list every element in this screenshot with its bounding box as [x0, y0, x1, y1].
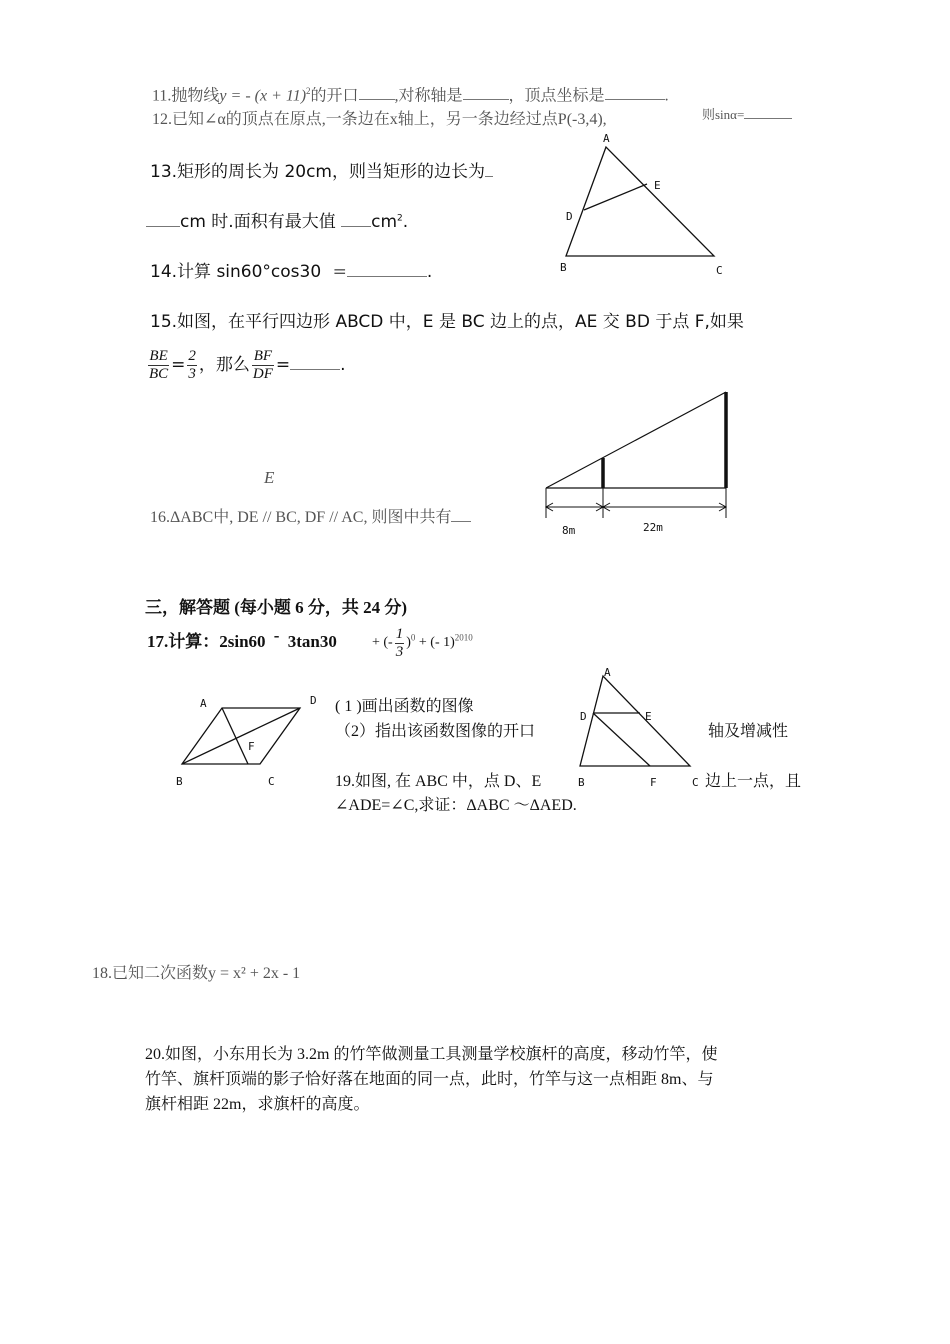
dim-label-22m: 22m	[643, 521, 663, 534]
q17-num: 1	[395, 626, 404, 642]
q15-f2-den: 3	[188, 365, 196, 382]
q17-close: )	[406, 635, 411, 651]
q17-text: 17.计算：2sin60	[147, 632, 266, 651]
trap-label-c: C	[692, 776, 699, 789]
q19-line1a: 19.如图, 在 ABC 中，点 D、E	[335, 773, 542, 790]
q12-tail: 则sinα=	[702, 107, 745, 122]
figure-triangle-def	[580, 676, 690, 766]
tri-label-e: E	[654, 179, 661, 192]
q15-end: .	[340, 355, 346, 375]
q14-equals: =	[332, 262, 347, 282]
segment-df	[593, 713, 650, 766]
dim-label-8m: 8m	[562, 524, 576, 537]
q17-minus: -	[273, 626, 280, 645]
q15-eq2: =	[275, 355, 291, 375]
para-label-d: D	[310, 694, 317, 707]
q16-stray-label: E	[264, 468, 275, 487]
q17-den: 3	[395, 643, 404, 660]
tri-label-d: D	[566, 210, 573, 223]
q17-plus1: + (-	[372, 635, 393, 651]
para-label-f: F	[248, 740, 255, 753]
q18-stem: 18.已知二次函数y = x² + 2x - 1	[92, 965, 301, 982]
diagonal-bd	[182, 708, 300, 764]
q15-eq1: =	[171, 355, 186, 375]
q15-line1-text: 15.如图，在平行四边形 ABCD 中，E 是 BC 边上的点，AE 交 BD 于点 F,如果	[150, 312, 744, 332]
q15-mid: ，那么	[198, 355, 250, 375]
q20-line3: 旗杆相距 22m，求旗杆的高度。	[145, 1096, 370, 1113]
q20-line1: 20.如图，小东用长为 3.2m 的竹竿做测量工具测量学校旗杆的高度，移动竹竿，使	[145, 1046, 718, 1063]
q15-f2-num: 2	[188, 348, 196, 364]
q11-text-axis: ,对称轴是	[394, 87, 463, 105]
trap-label-a: A	[604, 666, 611, 679]
section-3-title: 三，解答题 (每小题 6 分，共 24 分)	[145, 598, 408, 617]
q15-f3-num: BF	[253, 348, 273, 364]
q20-line2: 竹竿、旗杆顶端的影子恰好落在地面的同一点，此时，竹竿与这一点相距 8m、与	[145, 1071, 714, 1088]
trap-label-f: F	[650, 776, 657, 789]
trap-label-b: B	[578, 776, 585, 789]
tri-label-b: B	[560, 261, 567, 274]
para-label-c: C	[268, 775, 275, 788]
q19-line2: ∠ADE=∠C,求证：ΔABC ～ΔAED.	[335, 797, 577, 814]
q14-text: 14.计算 sin60°cos30	[150, 262, 322, 282]
q11-formula: y = - (x + 11)	[219, 87, 307, 105]
q17-tan-term: 3tan30	[287, 632, 337, 651]
q13-end: .	[402, 212, 409, 232]
q15-f1-num: BE	[149, 348, 168, 364]
segment-de	[584, 184, 647, 210]
q11-text-opening: 的开口	[310, 87, 359, 105]
q18-part2a: （2）指出该函数图像的开口	[335, 723, 536, 740]
q11-prefix: 11.抛物线	[152, 87, 220, 105]
q15-f1-den: BC	[149, 365, 169, 382]
q18-part2b: 轴及增减性	[708, 723, 789, 740]
q13-unit: cm	[371, 212, 398, 232]
question-14: 14.计算 sin60°cos30 = .	[150, 262, 433, 282]
q17-exp2010: 2010	[454, 632, 473, 643]
q13-line1-text: 13.矩形的周长为 20cm，则当矩形的边长为	[150, 162, 485, 182]
shadow-line	[546, 392, 726, 488]
figure-triangle-abc-de	[566, 147, 714, 256]
q15-f3-den: DF	[252, 365, 273, 382]
q18-part1: ( 1 )画出函数的图像	[335, 698, 474, 715]
q12-text: 12.已知∠α的顶点在原点,一条边在x轴上，另一条边经过点P(-3,4),	[152, 111, 607, 128]
trap-label-e: E	[645, 710, 652, 723]
para-label-a: A	[200, 697, 207, 710]
q11-exponent: 2	[306, 86, 311, 96]
para-label-b: B	[176, 775, 183, 788]
q13-line2-text: cm 时.面积有最大值	[180, 212, 336, 232]
q16-text: 16.ΔABC中, DE // BC, DF // AC, 则图中共有	[150, 509, 452, 526]
q17-plus2: + (- 1)	[418, 635, 455, 651]
q11-end: .	[664, 87, 669, 105]
triangle-abc	[566, 147, 714, 256]
figure-poles	[546, 392, 726, 518]
figure-parallelogram	[182, 708, 300, 764]
q11-text-vertex: ，顶点坐标是	[508, 87, 605, 105]
q19-line1b: 边上一点，且	[705, 773, 802, 790]
q13-unit-exp: 2	[397, 213, 403, 224]
tri-label-a: A	[603, 132, 610, 145]
segment-ae	[222, 708, 248, 764]
tri-label-c: C	[716, 264, 723, 277]
q17-exp0: 0	[410, 632, 416, 643]
trap-label-d: D	[580, 710, 587, 723]
